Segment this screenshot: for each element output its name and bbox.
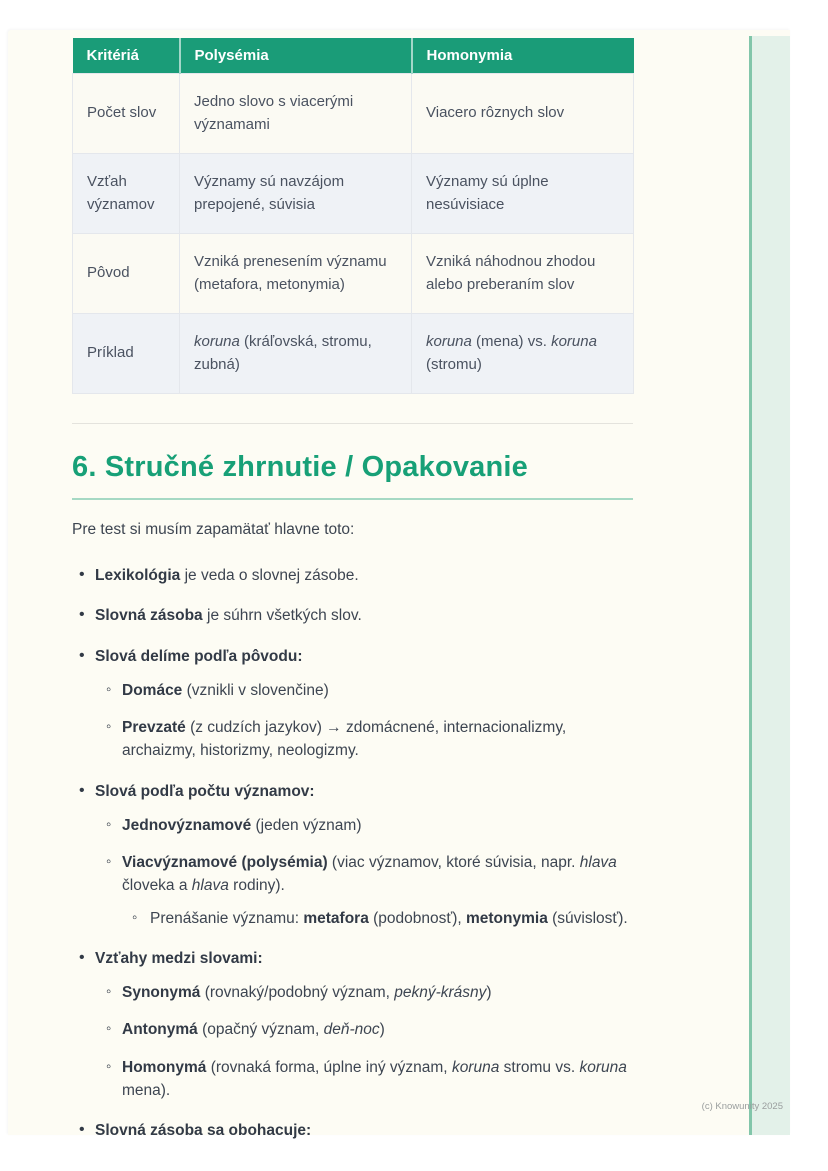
text: (rovnaký/podobný význam, <box>200 984 395 1001</box>
text: (jeden význam) <box>251 816 362 834</box>
text: (súvislosť). <box>547 909 628 927</box>
criterion-cell: Vzťah významov <box>73 154 180 234</box>
copyright-watermark: (c) Knowunity 2025 <box>701 1101 783 1112</box>
bold-text: Lexikológia <box>95 567 181 584</box>
list-item <box>72 780 633 930</box>
bold-text: Synonymá <box>122 984 201 1001</box>
text: Významy sú navzájom prepojené, súvisia <box>194 173 345 213</box>
criterion-cell: Príklad <box>73 314 180 394</box>
text: Vzniká prenesením významu (metafora, metonymia) <box>194 253 387 293</box>
homonymia-cell <box>412 154 634 234</box>
page-accent-strip <box>749 36 790 1135</box>
text: rodiny). <box>228 877 285 895</box>
list-item <box>95 716 633 763</box>
intro-paragraph: Pre test si musím zapamätať hlavne toto: <box>72 521 355 538</box>
text: Prenášanie významu: <box>150 909 304 927</box>
table-row <box>73 154 634 234</box>
bold-text: Antonymá <box>122 1021 198 1039</box>
table-header-cell: Polysémia <box>180 38 412 74</box>
comparison-table <box>72 38 634 394</box>
table-header-cell: Homonymia <box>412 38 634 74</box>
text: (rovnaká forma, úplne iný význam, <box>206 1058 452 1076</box>
summary-list-level-2 <box>95 814 633 930</box>
text: (podobnosť), <box>368 909 466 927</box>
bold-text: metafora <box>303 909 369 927</box>
italic-text: hlava <box>579 854 617 871</box>
criterion-cell: Počet slov <box>73 74 180 154</box>
polysemia-cell <box>180 234 412 314</box>
list-item <box>72 604 633 627</box>
text: (vznikli v slovenčine) <box>182 681 329 699</box>
summary-list-level-3 <box>122 907 633 930</box>
document-page <box>8 30 790 1139</box>
list-item <box>95 981 633 1004</box>
text: ) <box>486 984 492 1001</box>
bold-text: Slovná zásoba sa obohacuje: <box>95 1122 312 1139</box>
summary-list-level-2 <box>95 679 633 763</box>
list-item <box>95 1056 633 1103</box>
bold-text: Jednovýznamové <box>122 816 252 834</box>
italic-text: hlava <box>191 877 229 895</box>
table-row <box>73 234 634 314</box>
summary-list <box>72 564 633 1142</box>
polysemia-cell <box>180 314 412 394</box>
table-body <box>73 74 634 394</box>
bold-text: Vzťahy medzi slovami: <box>95 949 263 967</box>
text: Vzniká náhodnou zhodou alebo preberaním slov <box>426 253 596 293</box>
bold-text: metonymia <box>465 909 548 927</box>
italic-text: pekný-krásny <box>394 984 487 1001</box>
text: (stromu) <box>426 355 482 373</box>
polysemia-cell <box>180 154 412 234</box>
bold-text: Homonymá <box>122 1058 207 1076</box>
text: (kráľovská, stromu, zubná) <box>194 333 372 373</box>
bold-text: Slovná zásoba <box>95 607 203 625</box>
text: (mena) vs. <box>471 333 552 350</box>
list-item <box>72 1119 633 1142</box>
homonymia-cell <box>412 74 634 154</box>
list-item <box>95 1018 633 1041</box>
text: Viacero rôznych slov <box>426 104 565 122</box>
list-item <box>122 907 633 930</box>
list-item <box>72 564 633 587</box>
criterion-cell: Pôvod <box>73 234 180 314</box>
list-item <box>72 947 633 1102</box>
bold-text: Slová podľa počtu významov: <box>95 782 315 800</box>
bold-text: Slová delíme podľa pôvodu: <box>95 647 303 665</box>
list-item <box>95 679 633 702</box>
text: Významy sú úplne nesúvisiace <box>426 173 549 213</box>
text: je súhrn všetkých slov. <box>202 607 362 625</box>
polysemia-cell <box>180 74 412 154</box>
table-header-cell: Kritériá <box>73 38 180 74</box>
text: (z cudzích jazykov) → zdomácnené, internacionalizmy, archaizmy, historizmy, neologizmy. <box>122 719 567 760</box>
text: človeka a <box>122 877 192 895</box>
text: je veda o slovnej zásobe. <box>180 567 359 584</box>
text: mena). <box>122 1081 171 1099</box>
text: stromu vs. <box>499 1058 580 1076</box>
list-item <box>72 645 633 763</box>
italic-text: deň-noc <box>323 1021 380 1039</box>
text: Jedno slovo s viacerými významami <box>194 93 354 133</box>
section-heading: 6. Stručné zhrnutie / Opakovanie <box>72 451 633 500</box>
text: (opačný význam, <box>197 1021 324 1039</box>
italic-text: koruna <box>579 1058 627 1076</box>
text: (viac významov, ktoré súvisia, napr. <box>327 854 580 871</box>
table-row <box>73 314 634 394</box>
bold-text: Domáce <box>122 681 183 699</box>
bold-text: Viacvýznamové (polysémia) <box>122 854 328 871</box>
italic-text: koruna <box>551 333 597 350</box>
list-item <box>95 814 633 837</box>
text: ) <box>379 1021 385 1039</box>
section-divider <box>72 423 633 424</box>
italic-text: koruna <box>194 333 240 350</box>
table-row <box>73 74 634 154</box>
homonymia-cell <box>412 234 634 314</box>
italic-text: koruna <box>451 1058 500 1076</box>
list-item <box>95 851 633 930</box>
summary-list-level-2 <box>95 981 633 1102</box>
italic-text: koruna <box>426 333 472 350</box>
bold-text: Prevzaté <box>122 719 186 736</box>
homonymia-cell <box>412 314 634 394</box>
table-header-row <box>73 38 634 74</box>
summary-list-level-1 <box>72 564 633 1142</box>
page-content <box>72 38 633 1142</box>
